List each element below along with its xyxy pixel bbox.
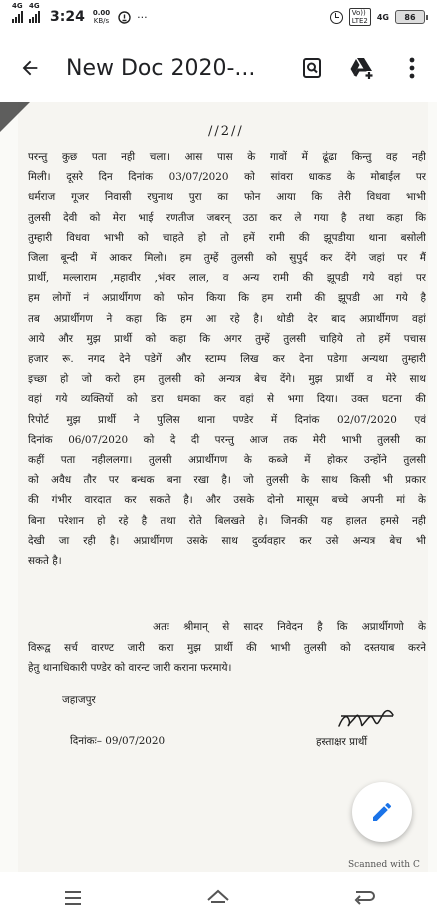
system-nav-bar <box>0 872 437 924</box>
home-icon[interactable] <box>183 878 253 918</box>
text-line: अतः श्रीमान् से सादर निवेदन है कि अप्रार्थीगणो के <box>153 621 426 633</box>
text-line: तब अप्रार्थीगण ने कहा कि हम आ रहे है। थोडी देर बाद अप्रार्थीगण वहां <box>28 312 426 325</box>
status-bar <box>0 0 437 34</box>
text-line: बिना परेशान हो रहे है तथा रोते बिलखते हे। जिनकी यह हालत हमसे नही <box>28 514 426 527</box>
menu-icon[interactable] <box>38 878 108 918</box>
text-line: कहीं पता नहीललगा। तुलसी अप्रार्थीगण के कब्जे में होकर उन्होंने तुलसी <box>28 454 426 467</box>
text-line: तुलसी देवी को मेरा भाई रणतीज जबरन् उठा कर ले गया है तथा कहा कि <box>28 211 426 224</box>
place-name: जहाजपुर <box>62 694 96 706</box>
document-title: New Doc 2020-... <box>66 55 256 81</box>
signal-1-icon <box>12 2 23 23</box>
text-line: आये और मुझ प्रार्थी को कहा कि अगर तुम्हें तुलसी चाहिये तो हमें पचास <box>28 332 426 345</box>
network-3-label: 4G <box>376 12 389 22</box>
scanner-watermark: Scanned with C <box>348 860 420 870</box>
speed-value: 0.00 <box>92 9 111 17</box>
app-bar <box>0 34 437 102</box>
battery-icon <box>395 10 425 24</box>
text-line: मिली। दूसरे दिन दिनांक 03/07/2020 को सांवरा धाकड के मोबाईल पर <box>28 171 426 184</box>
text-line: तुम्हारी विधवा भाभी को चाहते हो तो हमें रामी की झूपडीया थाना बसोली <box>28 231 426 244</box>
clock: 3:24 <box>50 9 85 25</box>
alarm-icon <box>330 11 343 24</box>
document-viewer[interactable] <box>0 102 437 872</box>
text-line: दिनांक 06/07/2020 को दे दी परन्तु आज तक मेरी भाभी तुलसी का <box>28 433 426 446</box>
signature-label: हस्ताक्षर प्रार्थी <box>316 736 368 748</box>
more-notifications: ··· <box>137 10 148 24</box>
more-vert-icon[interactable] <box>387 40 437 96</box>
edit-fab[interactable] <box>352 782 412 842</box>
volte-badge <box>349 8 371 26</box>
network-1-label: 4G <box>12 2 23 10</box>
signal-2-icon <box>29 2 40 23</box>
text-line: परन्तु कुछ पता नही चला। आस पास के गावों में ढूंढा किन्तु वह नही <box>28 151 426 163</box>
date-line: दिनांकः– 09/07/2020 <box>70 735 166 747</box>
back-icon[interactable] <box>329 878 399 918</box>
text-line: वहां गये व्यक्तियों को डरा धमका कर वहां से भगा दिया। उक्त घटना की <box>28 393 426 406</box>
text-line: को अवैध तौर पर बन्धक बना रखा है। जो तुलसी के साथ किसी भी प्रकार <box>28 474 426 487</box>
volte-top: Vo)) <box>351 9 366 17</box>
back-arrow-icon[interactable] <box>0 38 60 98</box>
battery-level: 86 <box>404 12 416 22</box>
text-line: की गंभीर वारदात कर सकते है। और उसके दोनो मासूम बच्चे अपनी मां के <box>28 494 426 507</box>
signature-mark <box>336 708 398 734</box>
text-line: धर्मराज गूजर निवासी रघुनाथ पुरा का फोन आया कि तेरी विधवा भाभी <box>28 191 426 204</box>
net-speed <box>93 9 110 25</box>
text-line: विरूद्व सर्च वारण्ट जारी करा मुझ प्रार्थी की भाभी तुलसी को दस्तयाब करने <box>28 641 426 654</box>
speed-unit: KB/s <box>93 17 110 25</box>
scanned-page <box>18 102 428 872</box>
edit-pencil-icon <box>370 800 394 824</box>
notification-icons <box>118 11 148 24</box>
status-right <box>330 8 425 26</box>
paragraph-2 <box>28 617 426 679</box>
text-line: हजार रू. नगद देने पडेगें और स्टाम्प लिख कर देना पडेगा अन्यथा तुम्हारी <box>28 353 426 366</box>
paragraph-1 <box>28 147 426 571</box>
network-2-label: 4G <box>29 2 40 10</box>
volte-bottom: LTE2 <box>351 17 368 25</box>
text-line: रिपोर्ट मुझ प्रार्थी ने पुलिस थाना पण्डेर में दिनांक 02/07/2020 एवं <box>28 413 426 426</box>
page-number-mark: //2// <box>208 124 244 139</box>
notification-icon <box>118 11 131 24</box>
text-line: हम लोगों नं अप्रार्थीगण को फोन किया कि हम रामी की झूपडी आ गये है <box>28 292 426 305</box>
text-line: इच्छा हो जो करो हम तुलसी को अन्यत्र बेच देंगे। मुझ प्रार्थी व मेरे साथ <box>28 373 426 386</box>
search-doc-icon[interactable] <box>287 40 337 96</box>
text-line: सकते है। <box>28 555 62 568</box>
text-line: देखी जा रही है। अप्रार्थीगण उसके साथ दुर्व्यवहार कर उसे अन्यत्र बेच भी <box>28 534 426 547</box>
drive-add-icon[interactable] <box>337 40 387 96</box>
text-line: हेतु थानाधिकारी पण्डेर को वारन्ट जारी कराना फरमाये। <box>28 662 232 674</box>
text-line: जिला बून्दी में आकर मिलो। हम तुम्हें तुलसी को सुपुर्द कर देंगे जहां पर मैं <box>28 252 426 265</box>
status-left <box>12 2 148 25</box>
text-line: प्रार्थी, मल्लाराम ,महावीर ,भंवर लाल, व अन्य रामी की झूपडी गये वहां पर <box>28 272 426 285</box>
